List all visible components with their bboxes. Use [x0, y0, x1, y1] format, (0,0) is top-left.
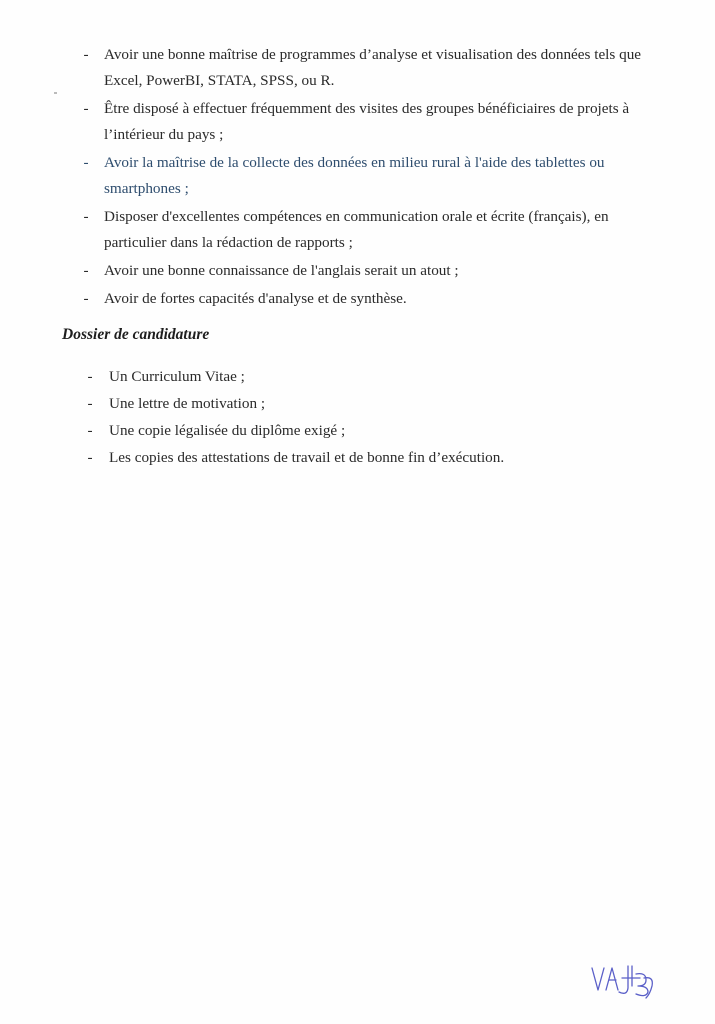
- bullet-dash: -: [83, 100, 89, 117]
- list-item: [84, 445, 644, 471]
- list-item: [80, 150, 660, 202]
- section-heading: Dossier de candidature: [62, 326, 210, 343]
- requirements-list: [80, 42, 660, 314]
- bullet-dash: -: [83, 154, 89, 171]
- list-item-text: Avoir de fortes capacités d'analyse et de synthèse.: [104, 290, 407, 307]
- list-item: [80, 258, 660, 284]
- bullet-dash: -: [83, 46, 89, 63]
- list-item: [80, 42, 660, 94]
- list-item: [84, 391, 644, 417]
- list-item-text: Avoir une bonne connaissance de l'anglais serait un atout ;: [104, 262, 459, 279]
- list-item-text: Être disposé à effectuer fréquemment des visites des groupes bénéficiaires de projets à l’intérieur du pays ;: [104, 100, 630, 143]
- list-item: [84, 364, 644, 390]
- bullet-dash: -: [87, 395, 93, 412]
- bullet-dash: -: [83, 262, 89, 279]
- list-item-text: Un Curriculum Vitae ;: [109, 368, 245, 385]
- list-item-text: Les copies des attestations de travail et de bonne fin d’exécution.: [109, 449, 505, 466]
- bullet-dash: -: [87, 449, 93, 466]
- list-item: [80, 96, 660, 148]
- list-item-text: Avoir la maîtrise de la collecte des données en milieu rural à l'aide des tablettes ou smartphones ;: [104, 154, 605, 197]
- application-file-list: [84, 364, 644, 472]
- scan-artifact: [54, 92, 57, 94]
- list-item-text: Une copie légalisée du diplôme exigé ;: [109, 422, 346, 439]
- list-item-text: Une lettre de motivation ;: [109, 395, 266, 412]
- bullet-dash: -: [83, 290, 89, 307]
- list-item: [84, 418, 644, 444]
- signature-initials-icon: [588, 960, 668, 1000]
- list-item-text: Disposer d'excellentes compétences en communication orale et écrite (français), en particulier dans la rédaction de rapports ;: [104, 208, 609, 251]
- list-item: [80, 204, 660, 256]
- list-item-text: Avoir une bonne maîtrise de programmes d’analyse et visualisation des données tels que Excel, PowerBI, STATA, SPSS, ou R.: [104, 46, 642, 89]
- bullet-dash: -: [83, 208, 89, 225]
- list-item: [80, 286, 660, 312]
- bullet-dash: -: [87, 422, 93, 439]
- bullet-dash: -: [87, 368, 93, 385]
